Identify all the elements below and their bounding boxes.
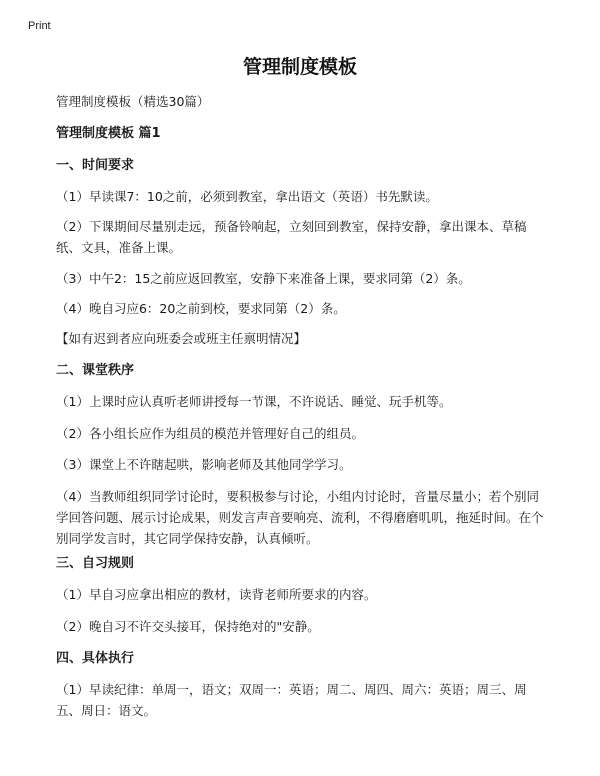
document-subtitle: 管理制度模板（精选30篇）	[56, 94, 210, 109]
section-heading: 二、课堂秩序	[56, 363, 135, 378]
list-item: （1）上课时应认真听老师讲授每一节课，不许说话、睡觉、玩手机等。	[56, 394, 452, 409]
list-item: （2）晚自习不许交头接耳，保持绝对的"安静。	[56, 619, 320, 634]
document-title: 管理制度模板	[242, 56, 357, 78]
section-heading: 四、具体执行	[56, 651, 135, 666]
list-item: （3）中午2：15之前应返回教室，安静下来准备上课，要求同第（2）条。	[56, 271, 471, 286]
list-item: （4）当教师组织同学讨论时，要积极参与讨论，小组内讨论时，音量尽量小；若个别同学回答问题、展示讨论成果，则发言声音要响亮、流利，不得磨磨叽叽，拖延时间。在个别同学发言时，其它同学保持安静，认真倾听。	[56, 489, 544, 546]
notice-text: 【如有迟到者应向班委会或班主任禀明情况】	[56, 331, 307, 346]
list-item: （1）早读课7：10之前，必须到教室，拿出语文（英语）书先默读。	[56, 189, 438, 204]
section-heading: 一、时间要求	[56, 158, 135, 173]
print-link[interactable]: Print	[28, 20, 51, 32]
list-item: （1）早自习应拿出相应的教材，读背老师所要求的内容。	[56, 587, 377, 602]
part-heading: 管理制度模板 篇1	[56, 126, 161, 141]
list-item: （4）晚自习应6：20之前到校，要求同第（2）条。	[56, 301, 346, 316]
list-item: （2）下课期间尽量别走远，预备铃响起，立刻回到教室，保持安静，拿出课本、草稿纸、文具，准备上课。	[56, 219, 527, 255]
list-item: （3）课堂上不许瞎起哄，影响老师及其他同学学习。	[56, 457, 352, 472]
list-item: （2）各小组长应作为组员的模范并管理好自己的组员。	[56, 426, 364, 441]
list-item: （1）早读纪律：单周一，语文；双周一：英语；周二、周四、周六：英语；周三、周五、周日：语文。	[56, 682, 527, 718]
section-heading: 三、自习规则	[56, 556, 135, 571]
